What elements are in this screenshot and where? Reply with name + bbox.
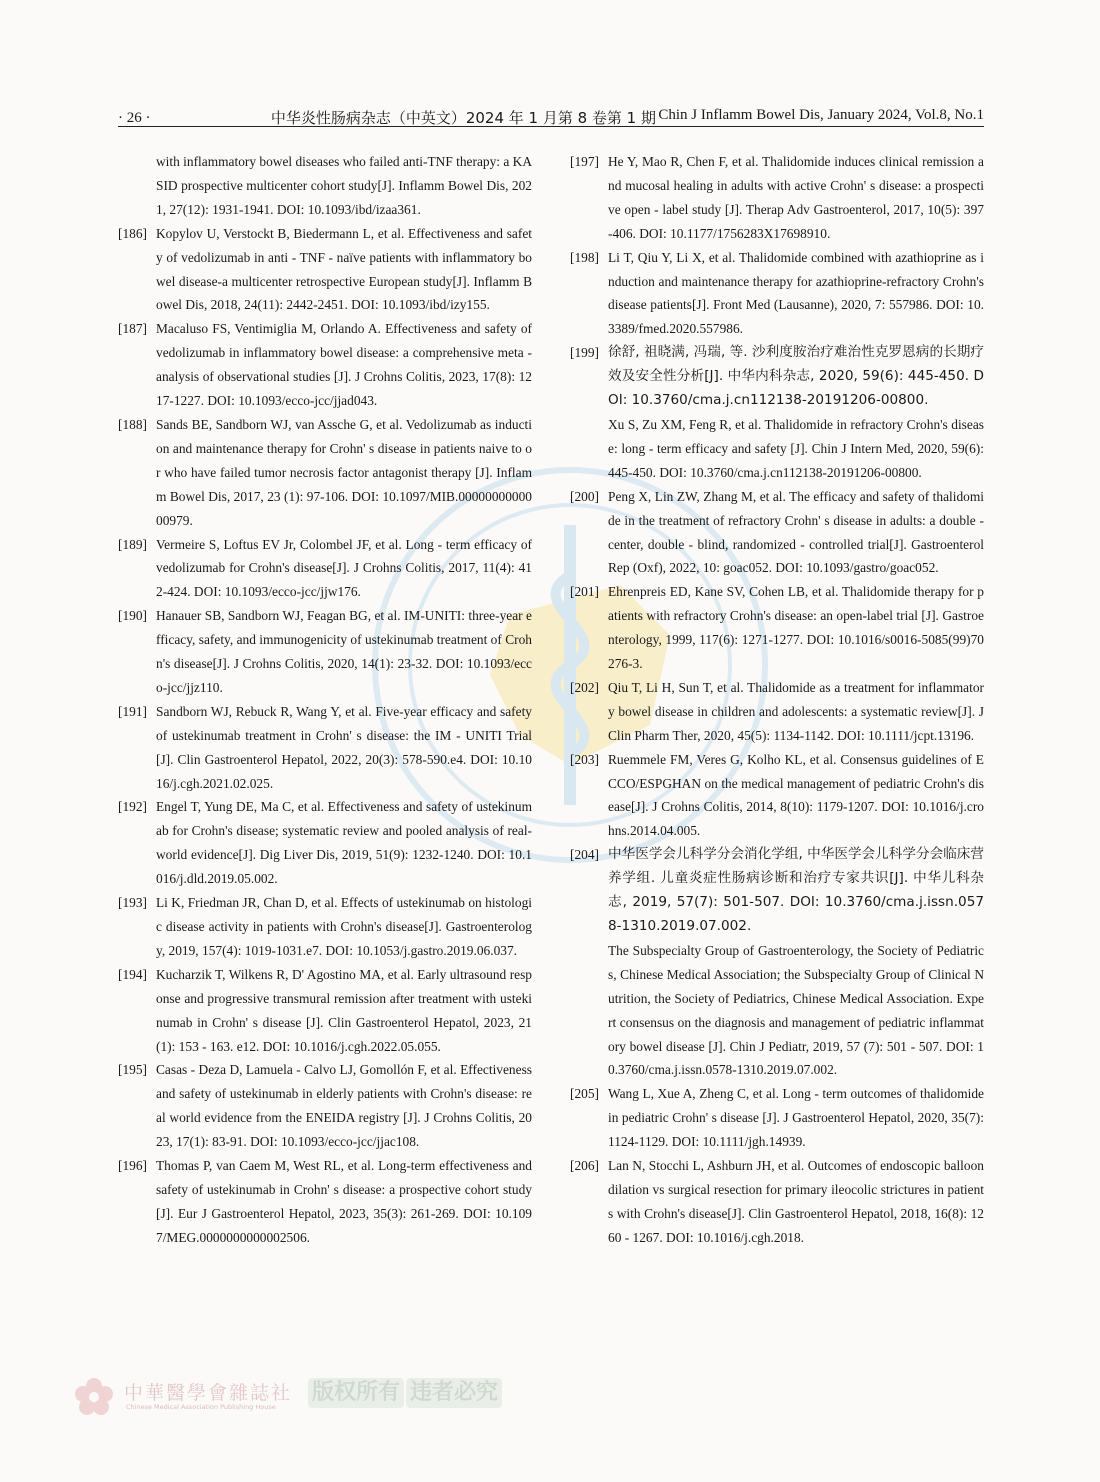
page-number: · 26 ·	[118, 110, 151, 126]
reference-item	[570, 843, 984, 1082]
reference-citation-translation: Xu S, Zu XM, Feng R, et al. Thalidomide in refractory Crohn's disease: long - term efficacy and safety [J]. Chin J Intern Med, 2020, 59(6): 445-450. DOI: 10.3760/cma.j.cn112138-20191206-00800.	[608, 416, 984, 480]
reference-number: [200]	[570, 488, 600, 504]
reference-number: [206]	[570, 1158, 600, 1174]
reference-text	[608, 246, 984, 342]
reference-text	[156, 317, 532, 413]
reference-item	[118, 891, 532, 963]
reference-text	[608, 748, 984, 844]
reference-number: [194]	[118, 966, 148, 982]
reference-text	[156, 795, 532, 891]
reference-citation: Li K, Friedman JR, Chan D, et al. Effects of ustekinumab on histologic disease activity in patients with Crohn's disease[J]. Gastroenterology, 2019, 157(4): 1019-1031.e7. DOI: 10.1053/j.gastro.2019.06.037.	[156, 895, 532, 958]
reference-citation: Qiu T, Li H, Sun T, et al. Thalidomide as a treatment for inflammatory bowel disease in children and adolescents: a systematic review[J]. J Clin Pharm Ther, 2020, 45(5): 1134-1142. DOI: 10.1111/jcpt.13196.	[608, 679, 984, 743]
reference-number: [196]	[118, 1158, 148, 1174]
reference-citation: Thomas P, van Caem M, West RL, et al. Long-term effectiveness and safety of ustekinumab in Crohn' s disease: a prospective cohort study[J]. Eur J Gastroenterol Hepatol, 2023, 35(3): 261-269. DOI: 10.1097/MEG.0000000000002506.	[156, 1158, 532, 1245]
reference-text	[156, 1058, 532, 1154]
reference-text	[608, 580, 984, 676]
reference-text	[608, 843, 984, 1082]
reference-citation: Sandborn WJ, Rebuck R, Wang Y, et al. Five-year efficacy and safety of ustekinumab treatment in Crohn' s disease: the IM - UNITI Trial[J]. Clin Gastroenterol Hepatol, 2022, 20(3): 578-590.e4. DOI: 10.1016/j.cgh.2021.02.025.	[156, 703, 532, 791]
reference-text	[156, 533, 532, 605]
reference-number: [202]	[570, 679, 600, 695]
reference-text	[156, 963, 532, 1059]
journal-title-en: Chin J Inflamm Bowel Dis, January 2024, Vol.8, No.1	[658, 107, 984, 123]
reference-number: [191]	[118, 703, 148, 719]
copyright-badge: 版权所有	[308, 1378, 404, 1408]
reference-citation: Casas - Deza D, Lamuela - Calvo LJ, Gomollón F, et al. Effectiveness and safety of ustekinumab in elderly patients with Crohn's disease: real world evidence from the ENEIDA registry [J]. J Crohns Colitis, 2023, 17(1): 83-91. DOI: 10.1093/ecco-jcc/jjac108.	[156, 1062, 532, 1150]
reference-item	[570, 748, 984, 844]
reference-item	[118, 1058, 532, 1154]
reference-citation: Hanauer SB, Sandborn WJ, Feagan BG, et al. IM-UNITI: three-year efficacy, safety, and immunogenicity of ustekinumab treatment of Crohn's disease[J]. J Crohns Colitis, 2020, 14(1): 23-32. DOI: 10.1093/ecco-jcc/jjz110.	[156, 608, 532, 695]
reference-text	[156, 150, 532, 222]
reference-number: [186]	[118, 225, 148, 241]
reference-citation: 中华医学会儿科学分会消化学组, 中华医学会儿科学分会临床营养学组. 儿童炎症性肠病诊断和治疗专家共识[J]. 中华儿科杂志, 2019, 57(7): 501-507. DOI: 10.3760/cma.j.issn.0578-1310.2019.07.002.	[608, 846, 984, 934]
reference-citation: Ehrenpreis ED, Kane SV, Cohen LB, et al. Thalidomide therapy for patients with refractory Crohn's disease: an open-label trial [J]. Gastroenterology, 1999, 117(6): 1271-1277. DOI: 10.1016/s0016-5085(99)70276-3.	[608, 584, 984, 672]
reference-citation: He Y, Mao R, Chen F, et al. Thalidomide induces clinical remission and mucosal healing in adults with active Crohn' s disease: a prospective open - label study [J]. Therap Adv Gastroenterol, 2017, 10(5): 397-406. DOI: 10.1177/1756283X17698910.	[608, 154, 984, 241]
reference-citation: Vermeire S, Loftus EV Jr, Colombel JF, et al. Long - term efficacy of vedolizumab for Crohn's disease[J]. J Crohns Colitis, 2017, 11(4): 412-424. DOI: 10.1093/ecco-jcc/jjw176.	[156, 536, 532, 600]
reference-item	[118, 700, 532, 796]
reference-number: [201]	[570, 584, 600, 600]
reference-item	[570, 676, 984, 748]
reference-number: [198]	[570, 249, 600, 265]
publisher-name-en: Chinese Medical Association Publishing House	[126, 1403, 276, 1411]
reference-citation: Engel T, Yung DE, Ma C, et al. Effectiveness and safety of ustekinumab for Crohn's disease; systematic review and pooled analysis of real-world evidence[J]. Dig Liver Dis, 2019, 51(9): 1232-1240. DOI: 10.1016/j.dld.2019.05.002.	[156, 799, 532, 887]
reference-citation: Macaluso FS, Ventimiglia M, Orlando A. Effectiveness and safety of vedolizumab in inflammatory bowel disease: a comprehensive meta - analysis of observational studies [J]. J Crohns Colitis, 2023, 17(8): 1217-1227. DOI: 10.1093/ecco-jcc/jjad043.	[156, 321, 532, 409]
reference-text	[156, 1154, 532, 1250]
references-left-column	[118, 150, 532, 1250]
reference-text	[156, 700, 532, 796]
reference-citation: Kopylov U, Verstockt B, Biedermann L, et al. Effectiveness and safety of vedolizumab in anti - TNF - naïve patients with inflammatory bowel disease-a multicenter retrospective European study[J]. Inflamm Bowel Dis, 2018, 24(11): 2442-2451. DOI: 10.1093/ibd/izy155.	[156, 225, 532, 313]
reference-citation: Kucharzik T, Wilkens R, D' Agostino MA, et al. Early ultrasound response and progressive transmural remission after treatment with ustekinumab in Crohn' s disease [J]. Clin Gastroenterol Hepatol, 2023, 21 (1): 153 - 163. e12. DOI: 10.1016/j.cgh.2022.05.055.	[156, 966, 532, 1054]
reference-number: [189]	[118, 536, 148, 552]
reference-citation: Ruemmele FM, Veres G, Kolho KL, et al. Consensus guidelines of ECCO/ESPGHAN on the medical management of pediatric Crohn's disease[J]. J Crohns Colitis, 2014, 8(10): 1179-1207. DOI: 10.1016/j.crohns.2014.04.005.	[608, 751, 984, 839]
publisher-flower-logo-icon	[72, 1376, 116, 1416]
reference-item	[570, 485, 984, 581]
reference-text	[608, 485, 984, 581]
reference-item	[570, 341, 984, 484]
reference-number: [188]	[118, 416, 148, 432]
reference-text	[608, 1082, 984, 1154]
reference-item	[118, 413, 532, 533]
reference-text	[156, 413, 532, 533]
reference-number: [192]	[118, 799, 148, 815]
reference-item	[570, 1082, 984, 1154]
reference-text	[608, 1154, 984, 1250]
reference-number: [197]	[570, 154, 600, 169]
reference-item	[118, 317, 532, 413]
reference-item	[118, 963, 532, 1059]
reference-number: [203]	[570, 751, 600, 767]
reference-number	[118, 150, 156, 222]
reference-citation: Lan N, Stocchi L, Ashburn JH, et al. Outcomes of endoscopic balloon dilation vs surgical resection for primary ileocolic strictures in patients with Crohn's disease[J]. Clin Gastroenterol Hepatol, 2018, 16(8): 1260 - 1267. DOI: 10.1016/j.cgh.2018.	[608, 1158, 984, 1245]
reference-item	[118, 1154, 532, 1250]
reference-citation: Peng X, Lin ZW, Zhang M, et al. The efficacy and safety of thalidomide in the treatment of refractory Crohn' s disease in adults: a double - center, double - blind, randomized - controlled trial[J]. Gastroenterol Rep (Oxf), 2022, 10: goac052. DOI: 10.1093/gastro/goac052.	[608, 488, 984, 576]
publisher-name-cn: 中華醫學會雜誌社	[124, 1382, 293, 1404]
reference-number: [204]	[570, 847, 600, 863]
reference-item	[570, 150, 984, 246]
page-header	[118, 104, 984, 127]
reference-item	[118, 222, 532, 318]
reference-text	[608, 676, 984, 748]
reference-item	[570, 580, 984, 676]
reference-citation: with inflammatory bowel diseases who failed anti-TNF therapy: a KASID prospective multicenter cohort study[J]. Inflamm Bowel Dis, 2021, 27(12): 1931-1941. DOI: 10.1093/ibd/izaa361.	[156, 154, 532, 217]
reference-citation-translation: The Subspecialty Group of Gastroenterology, the Society of Pediatrics, Chinese Medical Association; the Subspecialty Group of Clinical Nutrition, the Society of Pediatrics, Chinese Medical Association. Expert consensus on the diagnosis and management of pediatric inflammatory bowel disease [J]. Chin J Pediatr, 2019, 57 (7): 501 - 507. DOI: 10.3760/cma.j.issn.0578-1310.2019.07.002.	[608, 942, 984, 1078]
reference-citation: Li T, Qiu Y, Li X, et al. Thalidomide combined with azathioprine as induction and maintenance therapy for azathioprine-refractory Crohn's disease patients[J]. Front Med (Lausanne), 2020, 7: 557986. DOI: 10.3389/fmed.2020.557986.	[608, 249, 984, 337]
reference-number: [195]	[118, 1062, 148, 1078]
reference-text	[608, 341, 984, 484]
publisher-footer	[72, 1376, 512, 1416]
infringement-badge: 违者必究	[406, 1378, 502, 1408]
journal-title-cn: 中华炎性肠病杂志（中英文）2024 年 1 月第 8 卷第 1 期	[270, 109, 656, 127]
reference-citation: Sands BE, Sandborn WJ, van Assche G, et al. Vedolizumab as induction and maintenance therapy for Crohn' s disease in patients naive to or who have failed tumor necrosis factor antagonist therapy [J]. Inflamm Bowel Dis, 2017, 23 (1): 97-106. DOI: 10.1097/MIB.0000000000000979.	[156, 416, 532, 528]
reference-citation: Wang L, Xue A, Zheng C, et al. Long - term outcomes of thalidomide in pediatric Crohn' s disease [J]. J Gastroenterol Hepatol, 2020, 35(7): 1124-1129. DOI: 10.1111/jgh.14939.	[608, 1086, 984, 1150]
reference-number: [205]	[570, 1086, 600, 1102]
reference-item	[118, 604, 532, 700]
reference-citation: 徐舒, 祖晓满, 冯瑞, 等. 沙利度胺治疗难治性克罗恩病的长期疗效及安全性分析[J]. 中华内科杂志, 2020, 59(6): 445-450. DOI: 10.3760/cma.j.cn112138-20191206-00800.	[608, 344, 984, 409]
reference-item	[570, 1154, 984, 1250]
reference-text	[156, 891, 532, 963]
reference-item	[118, 533, 532, 605]
reference-text	[608, 150, 984, 246]
reference-number: [193]	[118, 895, 148, 911]
reference-item	[118, 795, 532, 891]
reference-number: [199]	[570, 345, 600, 361]
reference-item	[118, 150, 532, 222]
reference-item	[570, 246, 984, 342]
reference-number: [187]	[118, 321, 148, 337]
reference-text	[156, 222, 532, 318]
reference-number: [190]	[118, 608, 148, 624]
reference-text	[156, 604, 532, 700]
references-right-column	[570, 150, 984, 1250]
